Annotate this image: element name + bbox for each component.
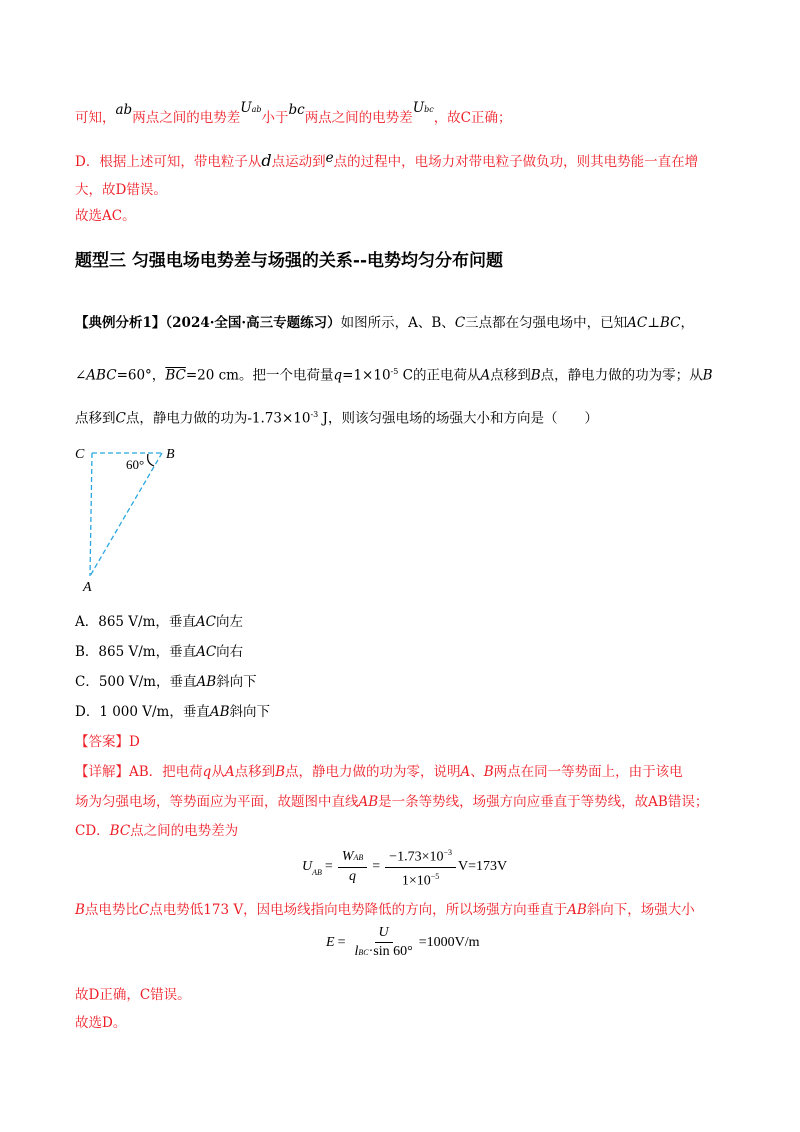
example-line-1: 【典例分析1】（2024·全国·高三专题练习）如图所示，A、B、C三点都在匀强电场中，已知AC⊥BC， [75, 315, 694, 331]
detail-line-3: CD．BC点之间的电势差为 [75, 823, 239, 839]
label-c: C [75, 447, 85, 462]
label-b: B [166, 447, 175, 462]
text-line-1: 可知，ab两点之间的电势差Uab小于bc两点之间的电势差Ubc，故C正确； [75, 100, 512, 126]
potential-symbol: Uab [240, 100, 262, 116]
option-d: D．1 000 V/m，垂直AB斜向下 [75, 704, 271, 720]
triangle-figure [70, 438, 190, 598]
option-c: C．500 V/m，垂直AB斜向下 [75, 674, 257, 690]
fraction-u-over-l: $\frac{U}{\text{lBC·sin 60°}}$ [354, 925, 413, 959]
angle-arc [148, 454, 154, 466]
answer-label: 【答案】D [75, 734, 140, 750]
example-line-2: ∠ABC=60°，$\overline{BC}=20$ cm。把一个电荷量$q=1\times 10^{-5}$ C的正电荷从A点移到B点，静电力做的功为零；从B [75, 367, 713, 384]
option-b: B．865 V/m，垂直AC向右 [75, 644, 244, 660]
equation-uab: U AB = $\frac{\text{WAB}}{q}$ = $\frac{-1.73\times 10^{-3}}{1\times 10^{-5}}$ V=173V [302, 845, 507, 889]
detail-line-4: B点电势比C点电势低173 V，因电场线指向电势降低的方向，所以场强方向垂直于AB斜向下，场强大小 [75, 902, 695, 918]
potential-symbol-2: Ubc [412, 100, 434, 116]
label-a: A [83, 580, 92, 595]
section-title: 题型三 匀强电场电势差与场强的关系--电势均匀分布问题 [75, 251, 504, 271]
detail-line-6: 故选D。 [75, 1015, 127, 1031]
fraction-values: $\frac{-1.73\times 10^{-3}}{1\times 10^{-5}}$ [385, 845, 456, 889]
text-line-2: D．根据上述可知，带电粒子从d点运动到e点的过程中，电场力对带电粒子做负功，则其电势能一直在增 [75, 150, 699, 170]
text-line-3: 大，故D错误。 [75, 182, 167, 198]
option-a: A．865 V/m，垂直AC向左 [75, 614, 244, 630]
example-line-3: 点移到C点，静电力做的功为$-1.73\times 10^{-3}$ J，则该匀强电场的场强大小和方向是（ ） [75, 410, 598, 427]
text-line-4: 故选AC。 [75, 208, 136, 224]
detail-line-5: 故D正确，C错误。 [75, 987, 191, 1003]
equation-e: E = $\frac{U}{\text{lBC·sin 60°}}$ =1000V/m [326, 925, 480, 959]
segment-ca [90, 453, 92, 576]
detail-line-1: 【详解】AB．把电荷q从A点移到B点，静电力做的功为零，说明A、B两点在同一等势面上，由于该电 [75, 764, 683, 780]
angle-label: 60° [126, 457, 145, 472]
segment-bc: $\overline{BC}$ [165, 367, 186, 384]
fraction-w-over-q: $\frac{\text{WAB}}{q}$ [338, 849, 367, 885]
detail-line-2: 场为匀强电场，等势面应为平面，故题图中直线AB是一条等势线，场强方向应垂直于等势线，故AB错误； [75, 794, 709, 810]
